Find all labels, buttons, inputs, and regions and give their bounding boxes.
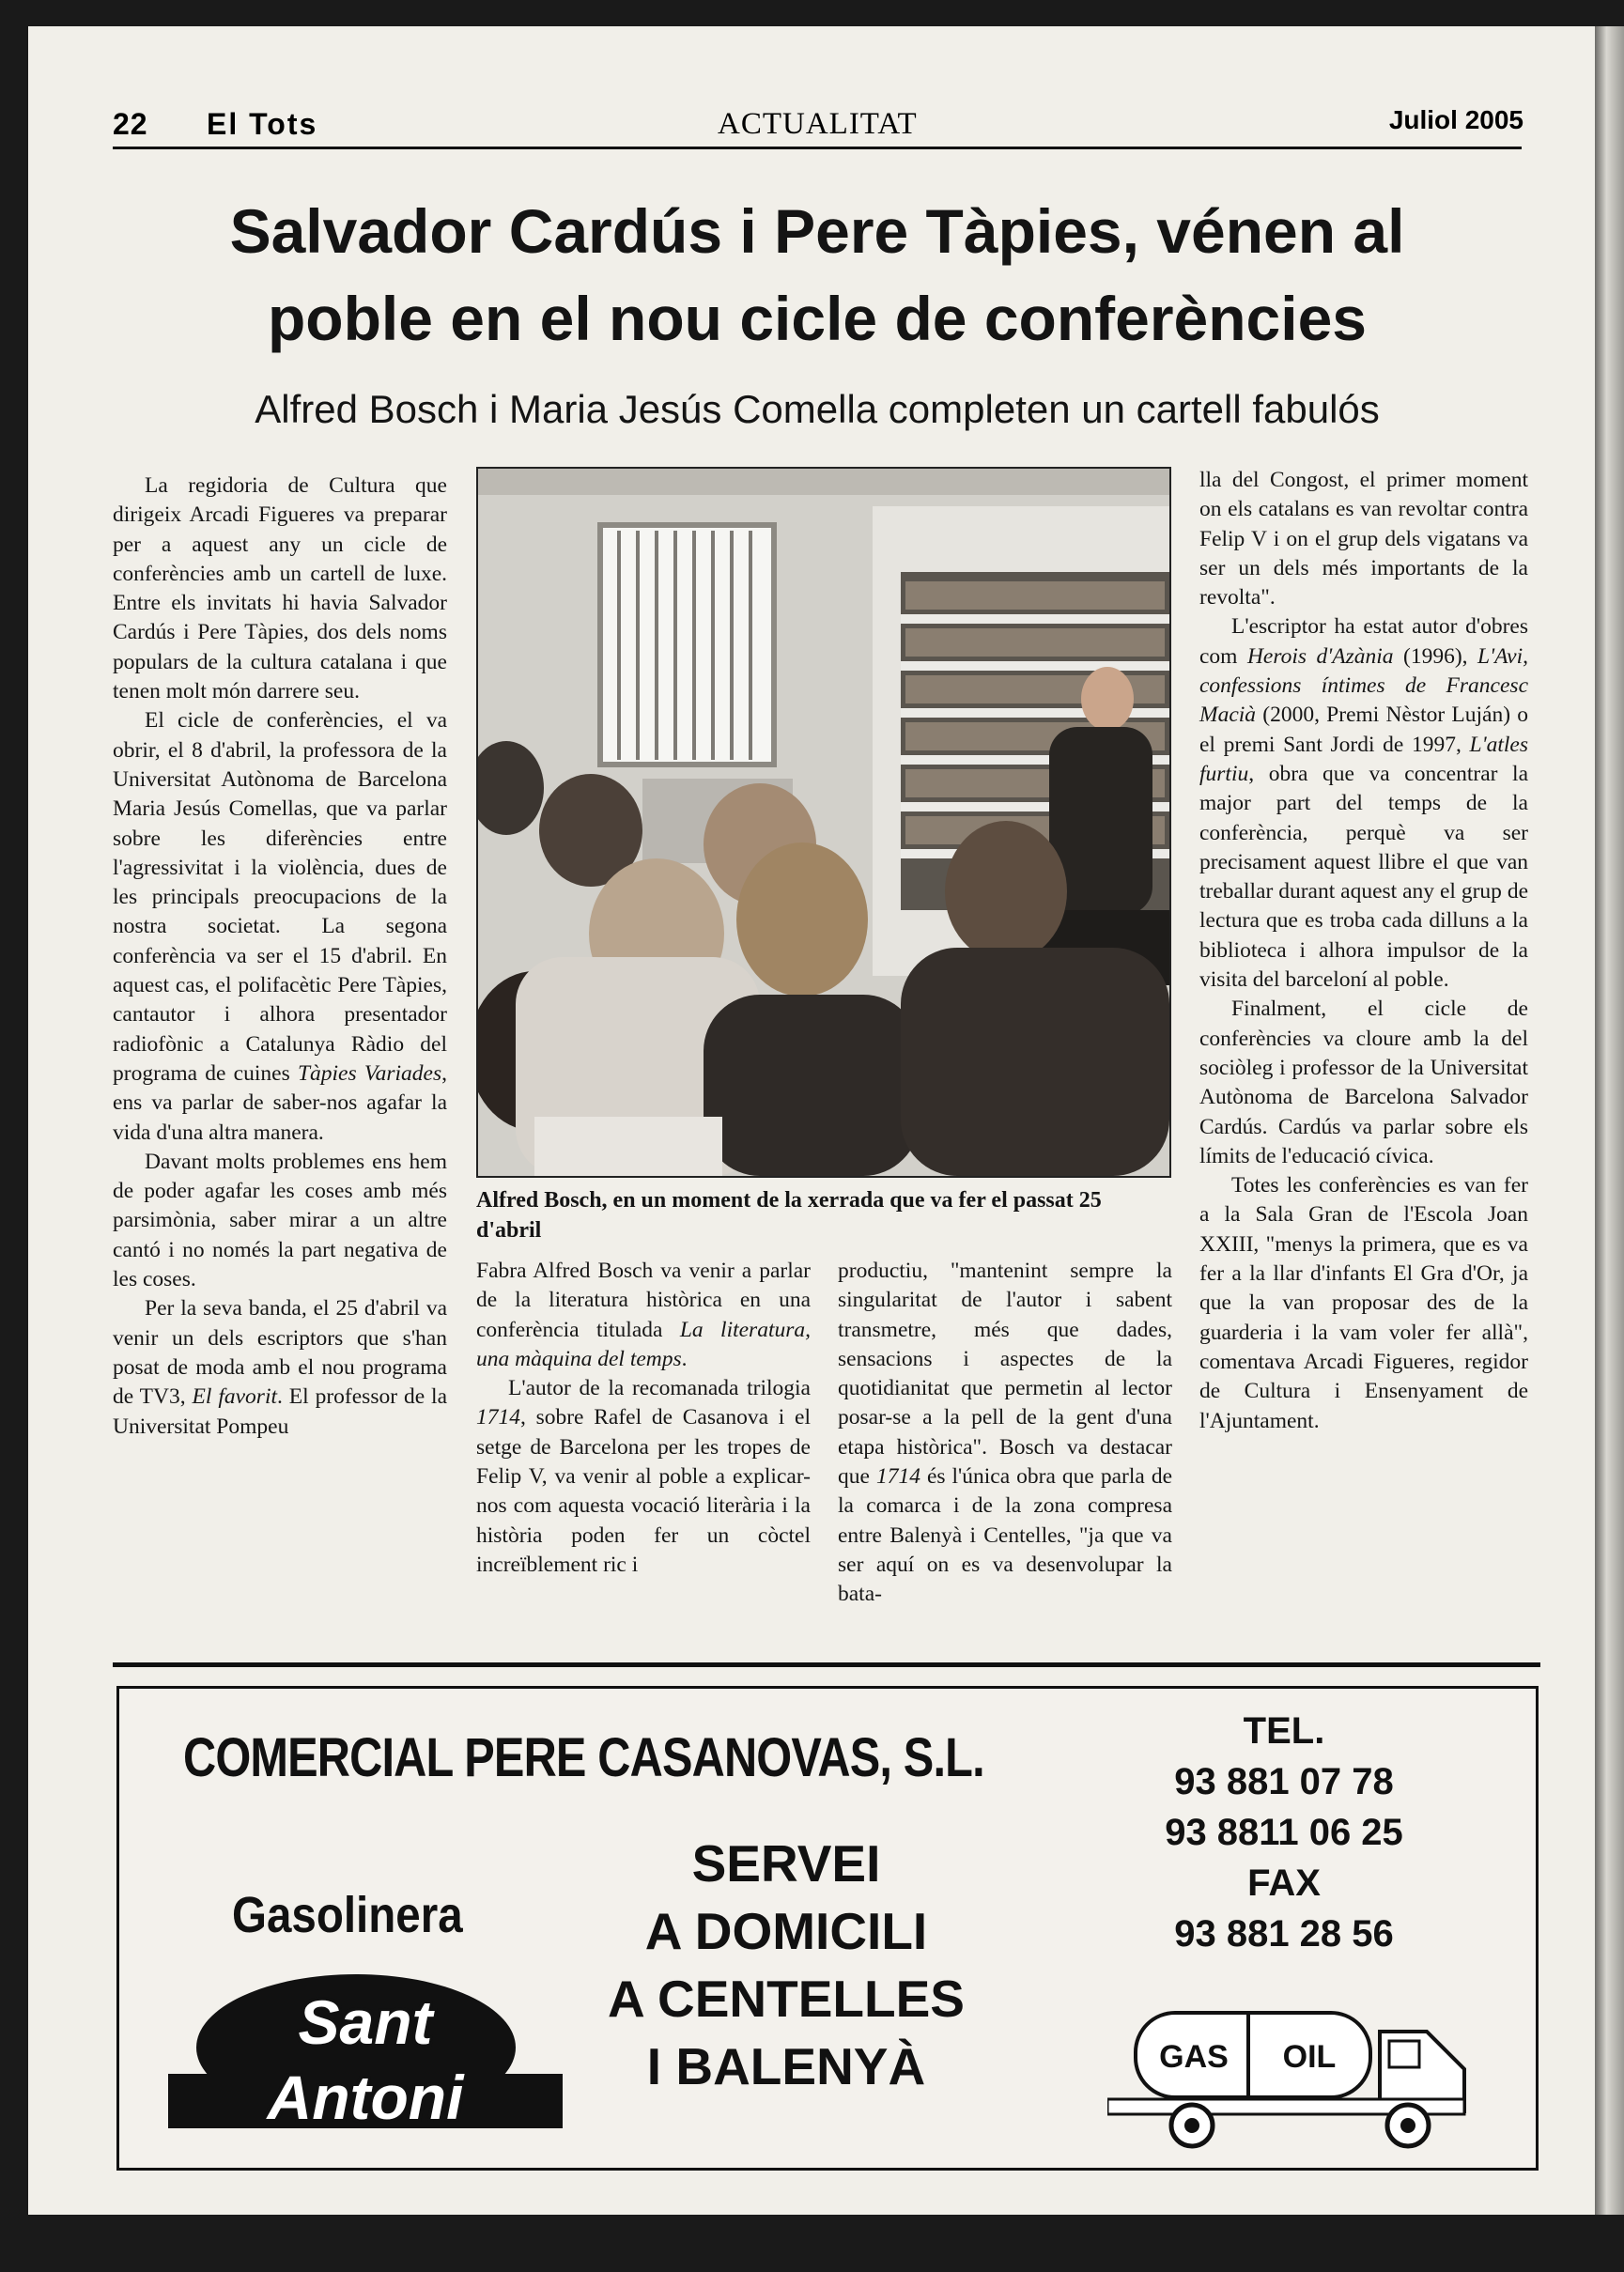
gasoil-truck-icon: [1107, 1994, 1483, 2154]
article-headline: [103, 188, 1531, 363]
ad-service-text: [608, 1830, 965, 2100]
paragraph: productiu, "mantenint sempre la singularitat de l'autor i sabent transmetre, més que dades, sensacions i aspectes de la quotidianitat que permetin al lector posar-se a la pell de la gent d'una etapa històrica". Bosch va destacar que 1714 és l'única obra que parla de la comarca i de la zona compresa entre Balenyà i Centelles, "ja que va ser aquí on es va desenvolupar la bata-: [838, 1259, 1172, 1607]
headline-line-1: Salvador Cardús i Pere Tàpies, vénen al: [229, 196, 1405, 266]
paragraph: lla del Congost, el primer moment on els catalans es van revoltar contra Felip V i on el grup dels vigatans va ser un dels més importants de la revolta".: [1199, 468, 1528, 611]
phone-number: 93 8811 06 25: [1165, 1812, 1403, 1853]
paragraph: Totes les conferències es van fer a la Sala Gran de l'Escola Joan XXIII, "menys la primera, que es va fer a la llar d'infants El Gra d'Or, ja que la van proposar des de la guarderia i la vam voler fer allà", comentava Arcadi Figueres, regidor de Cultura i Ensenyament de l'Ajuntament.: [1199, 1173, 1528, 1433]
conference-photo: [478, 469, 1169, 1176]
advertisement-rule: [113, 1662, 1540, 1667]
fax-label: FAX: [1247, 1862, 1321, 1904]
paragraph: Finalment, el cicle de conferències va cloure amb la del sociòleg i professor de la Universitat Autònoma de Barcelona Salvador Cardús. Cardús va parlar sobre els límits de l'educació cívica.: [1199, 997, 1528, 1168]
tel-label: TEL.: [1243, 1710, 1325, 1752]
photo-caption: Alfred Bosch, en un moment de la xerrada que va fer el passat 25 d'abril: [476, 1188, 1102, 1243]
article-photo: [476, 467, 1171, 1178]
ad-gasolinera-label: Gasolinera: [232, 1887, 463, 1943]
advertisement: [116, 1686, 1539, 2171]
paragraph: Davant molts problemes ens hem de poder agafar les coses amb més parsimònia, saber mirar a un altre cantó i no només la part negativa de les coses.: [113, 1149, 447, 1292]
paragraph: L'autor de la recomanada trilogia 1714, sobre Rafel de Casanova i el setge de Barcelona per les tropes de Felip V, va venir al poble a explicar-nos com aquesta vocació literària i la història poden fer un còctel increïblement ric i: [476, 1376, 811, 1577]
article-column-3: [838, 1257, 1172, 1610]
truck-label-gas: GAS: [1159, 2039, 1229, 2075]
truck-label-oil: OIL: [1282, 2039, 1337, 2075]
logo-line-2: Antoni: [267, 2063, 464, 2132]
sant-antoni-logo: [168, 1971, 563, 2149]
service-line: A CENTELLES: [608, 1970, 965, 2028]
article-column-1: [113, 471, 447, 1442]
header-rule: [113, 147, 1522, 149]
service-line: A DOMICILI: [644, 1902, 928, 1960]
issue-date: Juliol 2005: [1388, 105, 1523, 134]
headline-line-2: poble en el nou cicle de conferències: [267, 284, 1368, 353]
paragraph: Fabra Alfred Bosch va venir a parlar de la literatura històrica en una conferència titulada La literatura, una màquina del temps.: [476, 1259, 812, 1371]
ad-contact-block: [1134, 1706, 1434, 1959]
service-line: I BALENYÀ: [646, 2037, 926, 2095]
next-page-edge: [1595, 26, 1624, 2215]
page-number: 22: [113, 107, 148, 141]
paragraph: La regidoria de Cultura que dirigeix Arcadi Figueres va preparar per a aquest any un cicle de conferències amb un cartell de luxe. Entre els invitats hi havia Salvador Cardús i Pere Tàpies, dos dels noms populars de la cultura catalana i que tenen molt món darrere seu.: [113, 473, 447, 704]
phone-number: 93 881 07 78: [1174, 1761, 1394, 1802]
section-title: ACTUALITAT: [718, 107, 918, 141]
service-line: SERVEI: [691, 1834, 881, 1893]
page-header: [86, 105, 1523, 148]
paragraph: L'escriptor ha estat autor d'obres com Herois d'Azània (1996), L'Avi, confessions íntimes de Francesc Macià (2000, Premi Nèstor Luján) o el premi Sant Jordi de 1997, L'atles furtiu, obra que va concentrar la major part del temps de la conferència, perquè va ser precisament aquest llibre el que van treballar durant aquest any el grup de lectura que es troba cada dilluns a la biblioteca i alhora impulsor de la visita del barceloní al poble.: [1199, 614, 1529, 993]
paragraph: Per la seva banda, el 25 d'abril va venir un dels escriptors que s'han posat de moda amb el nou programa de TV3, El favorit. El professor de la Universitat Pompeu: [113, 1296, 448, 1439]
ad-company-name: COMERCIAL PERE CASANOVAS, S.L.: [183, 1727, 984, 1788]
publication-name: El Tots: [207, 107, 318, 141]
logo-line-1: Sant: [298, 1987, 433, 2057]
fax-number: 93 881 28 56: [1174, 1913, 1394, 1955]
paragraph: El cicle de conferències, el va obrir, el 8 d'abril, la professora de la Universitat Autònoma de Barcelona Maria Jesús Comellas, que va parlar sobre les diferències entre l'agressivitat i la violència, dues de les principals preocupacions de la nostra societat. La segona conferència va ser el 15 d'abril. En aquest cas, el polifacètic Pere Tàpies, cantautor i alhora presentador radiofònic a Catalunya Ràdio del programa de cuines Tàpies Variades, ens va parlar de saber-nos agafar la vida d'una altra manera.: [113, 708, 447, 1145]
article-subheadline: Alfred Bosch i Maria Jesús Comella completen un cartell fabulós: [255, 387, 1380, 431]
article-column-4: [1199, 466, 1528, 1436]
article-column-2: [476, 1257, 811, 1580]
